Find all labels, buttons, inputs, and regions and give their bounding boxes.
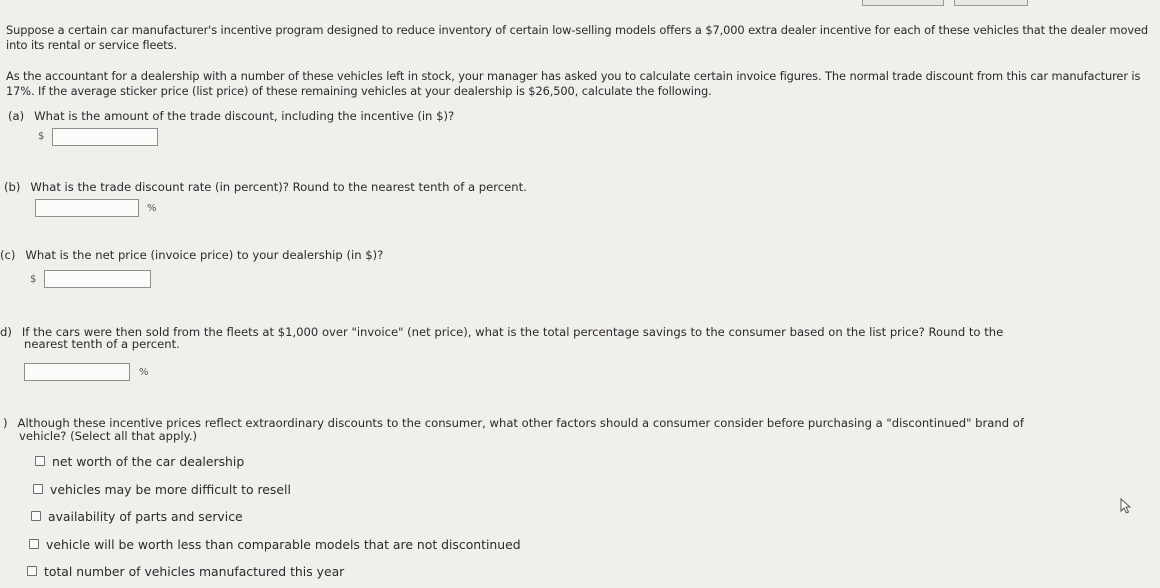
question-a-dollar-sign: $ xyxy=(38,131,45,142)
question-a-answer-input[interactable] xyxy=(52,128,158,146)
option-checkbox[interactable] xyxy=(33,484,43,494)
question-b-text: What is the trade discount rate (in percent)? Round to the nearest tenth of a percent. xyxy=(30,180,527,194)
question-e-label: ) xyxy=(3,416,8,430)
question-d-text-line1: If the cars were then sold from the fleets at $1,000 over "invoice" (net price), what is the total percentage savings to the consumer based on the list price? Round to the xyxy=(21,325,1004,339)
option-label: net worth of the car dealership xyxy=(52,453,245,469)
question-b xyxy=(4,180,527,195)
question-a-text: What is the amount of the trade discount, including the incentive (in $)? xyxy=(34,109,455,123)
question-b-percent-sign: % xyxy=(147,203,157,214)
option-label: vehicle will be worth less than comparable models that are not discontinued xyxy=(46,536,521,552)
top-control-stub xyxy=(954,0,1028,6)
question-a-label: (a) xyxy=(8,109,25,123)
question-e-line2: vehicle? (Select all that apply.) xyxy=(19,429,198,443)
question-d-percent-sign: % xyxy=(139,367,149,378)
option-total-number[interactable] xyxy=(27,562,344,580)
option-checkbox[interactable] xyxy=(35,456,45,466)
option-label: vehicles may be more difficult to resell xyxy=(50,481,291,497)
question-c-answer-input[interactable] xyxy=(44,270,151,288)
option-checkbox[interactable] xyxy=(31,511,41,521)
option-resell[interactable] xyxy=(33,480,291,498)
option-worth-less[interactable] xyxy=(29,535,521,553)
question-c xyxy=(0,248,383,263)
option-label: total number of vehicles manufactured this year xyxy=(44,563,345,579)
question-e-text-line1: Although these incentive prices reflect extraordinary discounts to the consumer, what other factors should a consumer consider before purchasing a "discontinued" brand of xyxy=(17,416,1024,430)
question-c-text: What is the net price (invoice price) to your dealership (in $)? xyxy=(25,248,384,262)
question-d-line2: nearest tenth of a percent. xyxy=(24,337,180,351)
question-c-dollar-sign: $ xyxy=(30,274,37,285)
option-label: availability of parts and service xyxy=(48,508,243,524)
question-c-label: (c) xyxy=(0,248,16,262)
intro-paragraph-2: As the accountant for a dealership with a number of these vehicles left in stock, your manager has asked you to calculate certain invoice figures. The normal trade discount from this car manufacturer is 17%. If the average sticker price (list price) of these remaining vehicles at your dealership is $26,500, calculate the following. xyxy=(6,69,1141,98)
question-d-answer-input[interactable] xyxy=(24,363,130,381)
mouse-pointer-icon xyxy=(1120,498,1134,514)
question-a xyxy=(8,109,454,124)
option-checkbox[interactable] xyxy=(27,566,37,576)
question-b-label: (b) xyxy=(4,180,21,194)
question-d-label: d) xyxy=(0,325,12,339)
question-b-answer-input[interactable] xyxy=(35,199,139,217)
option-parts-service[interactable] xyxy=(31,507,243,525)
option-checkbox[interactable] xyxy=(29,539,39,549)
intro-paragraph-1: Suppose a certain car manufacturer's incentive program designed to reduce inventory of certain low-selling models offers a $7,000 extra dealer incentive for each of these vehicles that the dealer moved into its rental or service fleets. xyxy=(6,23,1149,52)
top-control-stub xyxy=(862,0,944,6)
option-net-worth[interactable] xyxy=(35,452,244,470)
